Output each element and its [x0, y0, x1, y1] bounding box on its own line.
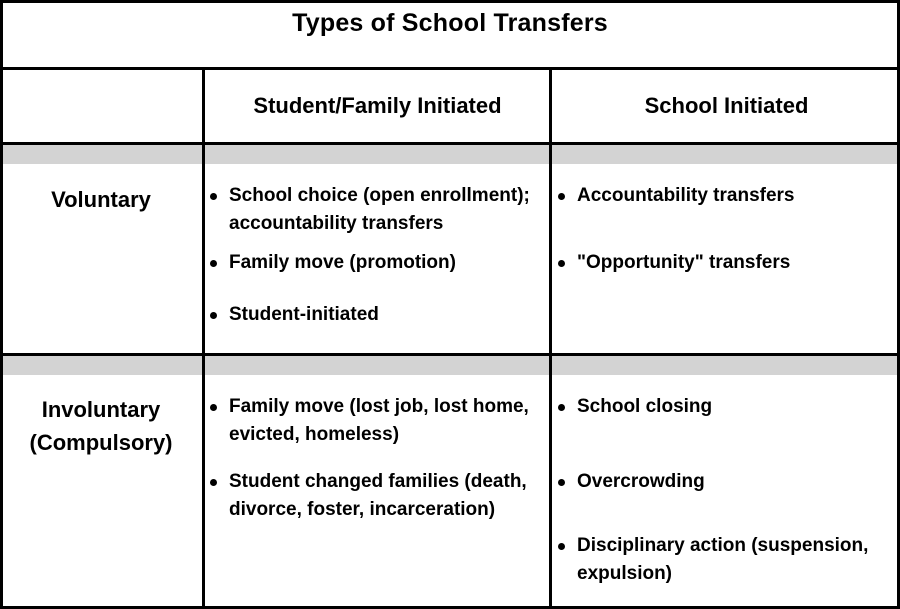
row-label-involuntary: [0, 393, 202, 459]
involuntary-label: Involuntary: [41, 397, 161, 422]
bullet-icon: [558, 543, 565, 550]
border-left: [0, 67, 3, 609]
list-item: Family move (promotion): [207, 249, 547, 277]
list-item: Family move (lost job, lost home, evicted, homeless): [207, 393, 547, 449]
list-item: School closing: [555, 393, 895, 421]
list-item: Student-initiated: [207, 301, 547, 329]
compulsory-label: (Compulsory): [29, 430, 173, 455]
voluntary-label: Voluntary: [51, 187, 151, 212]
list-item: School choice (open enrollment); accountability transfers: [207, 182, 547, 238]
table-title: Types of School Transfers: [292, 9, 608, 37]
list-item: "Opportunity" transfers: [555, 249, 895, 277]
header-empty-cell: [0, 70, 202, 142]
divider-under-voluntary: [0, 353, 900, 356]
list-item: Accountability transfers: [555, 182, 895, 210]
header-school-initiated: School Initiated: [644, 93, 809, 118]
bullet-icon: [210, 404, 217, 411]
separator-band-voluntary: [0, 145, 900, 164]
divider-col-2: [549, 67, 552, 609]
separator-band-involuntary: [0, 356, 900, 375]
divider-col-1: [202, 67, 205, 609]
bullet-icon: [210, 479, 217, 486]
bullet-icon: [558, 193, 565, 200]
bullet-icon: [210, 312, 217, 319]
bullet-icon: [558, 260, 565, 267]
row-label-voluntary: [0, 183, 202, 216]
bullet-icon: [558, 404, 565, 411]
bullet-icon: [210, 193, 217, 200]
bullet-icon: [558, 479, 565, 486]
list-item: Disciplinary action (suspension, expulsion): [555, 532, 895, 588]
list-item: Student changed families (death, divorce, foster, incarceration): [207, 468, 547, 524]
bullet-icon: [210, 260, 217, 267]
header-student-family: Student/Family Initiated: [253, 93, 502, 118]
divider-under-header: [0, 142, 900, 145]
title-row: [0, 0, 900, 70]
list-item: Overcrowding: [555, 468, 895, 496]
